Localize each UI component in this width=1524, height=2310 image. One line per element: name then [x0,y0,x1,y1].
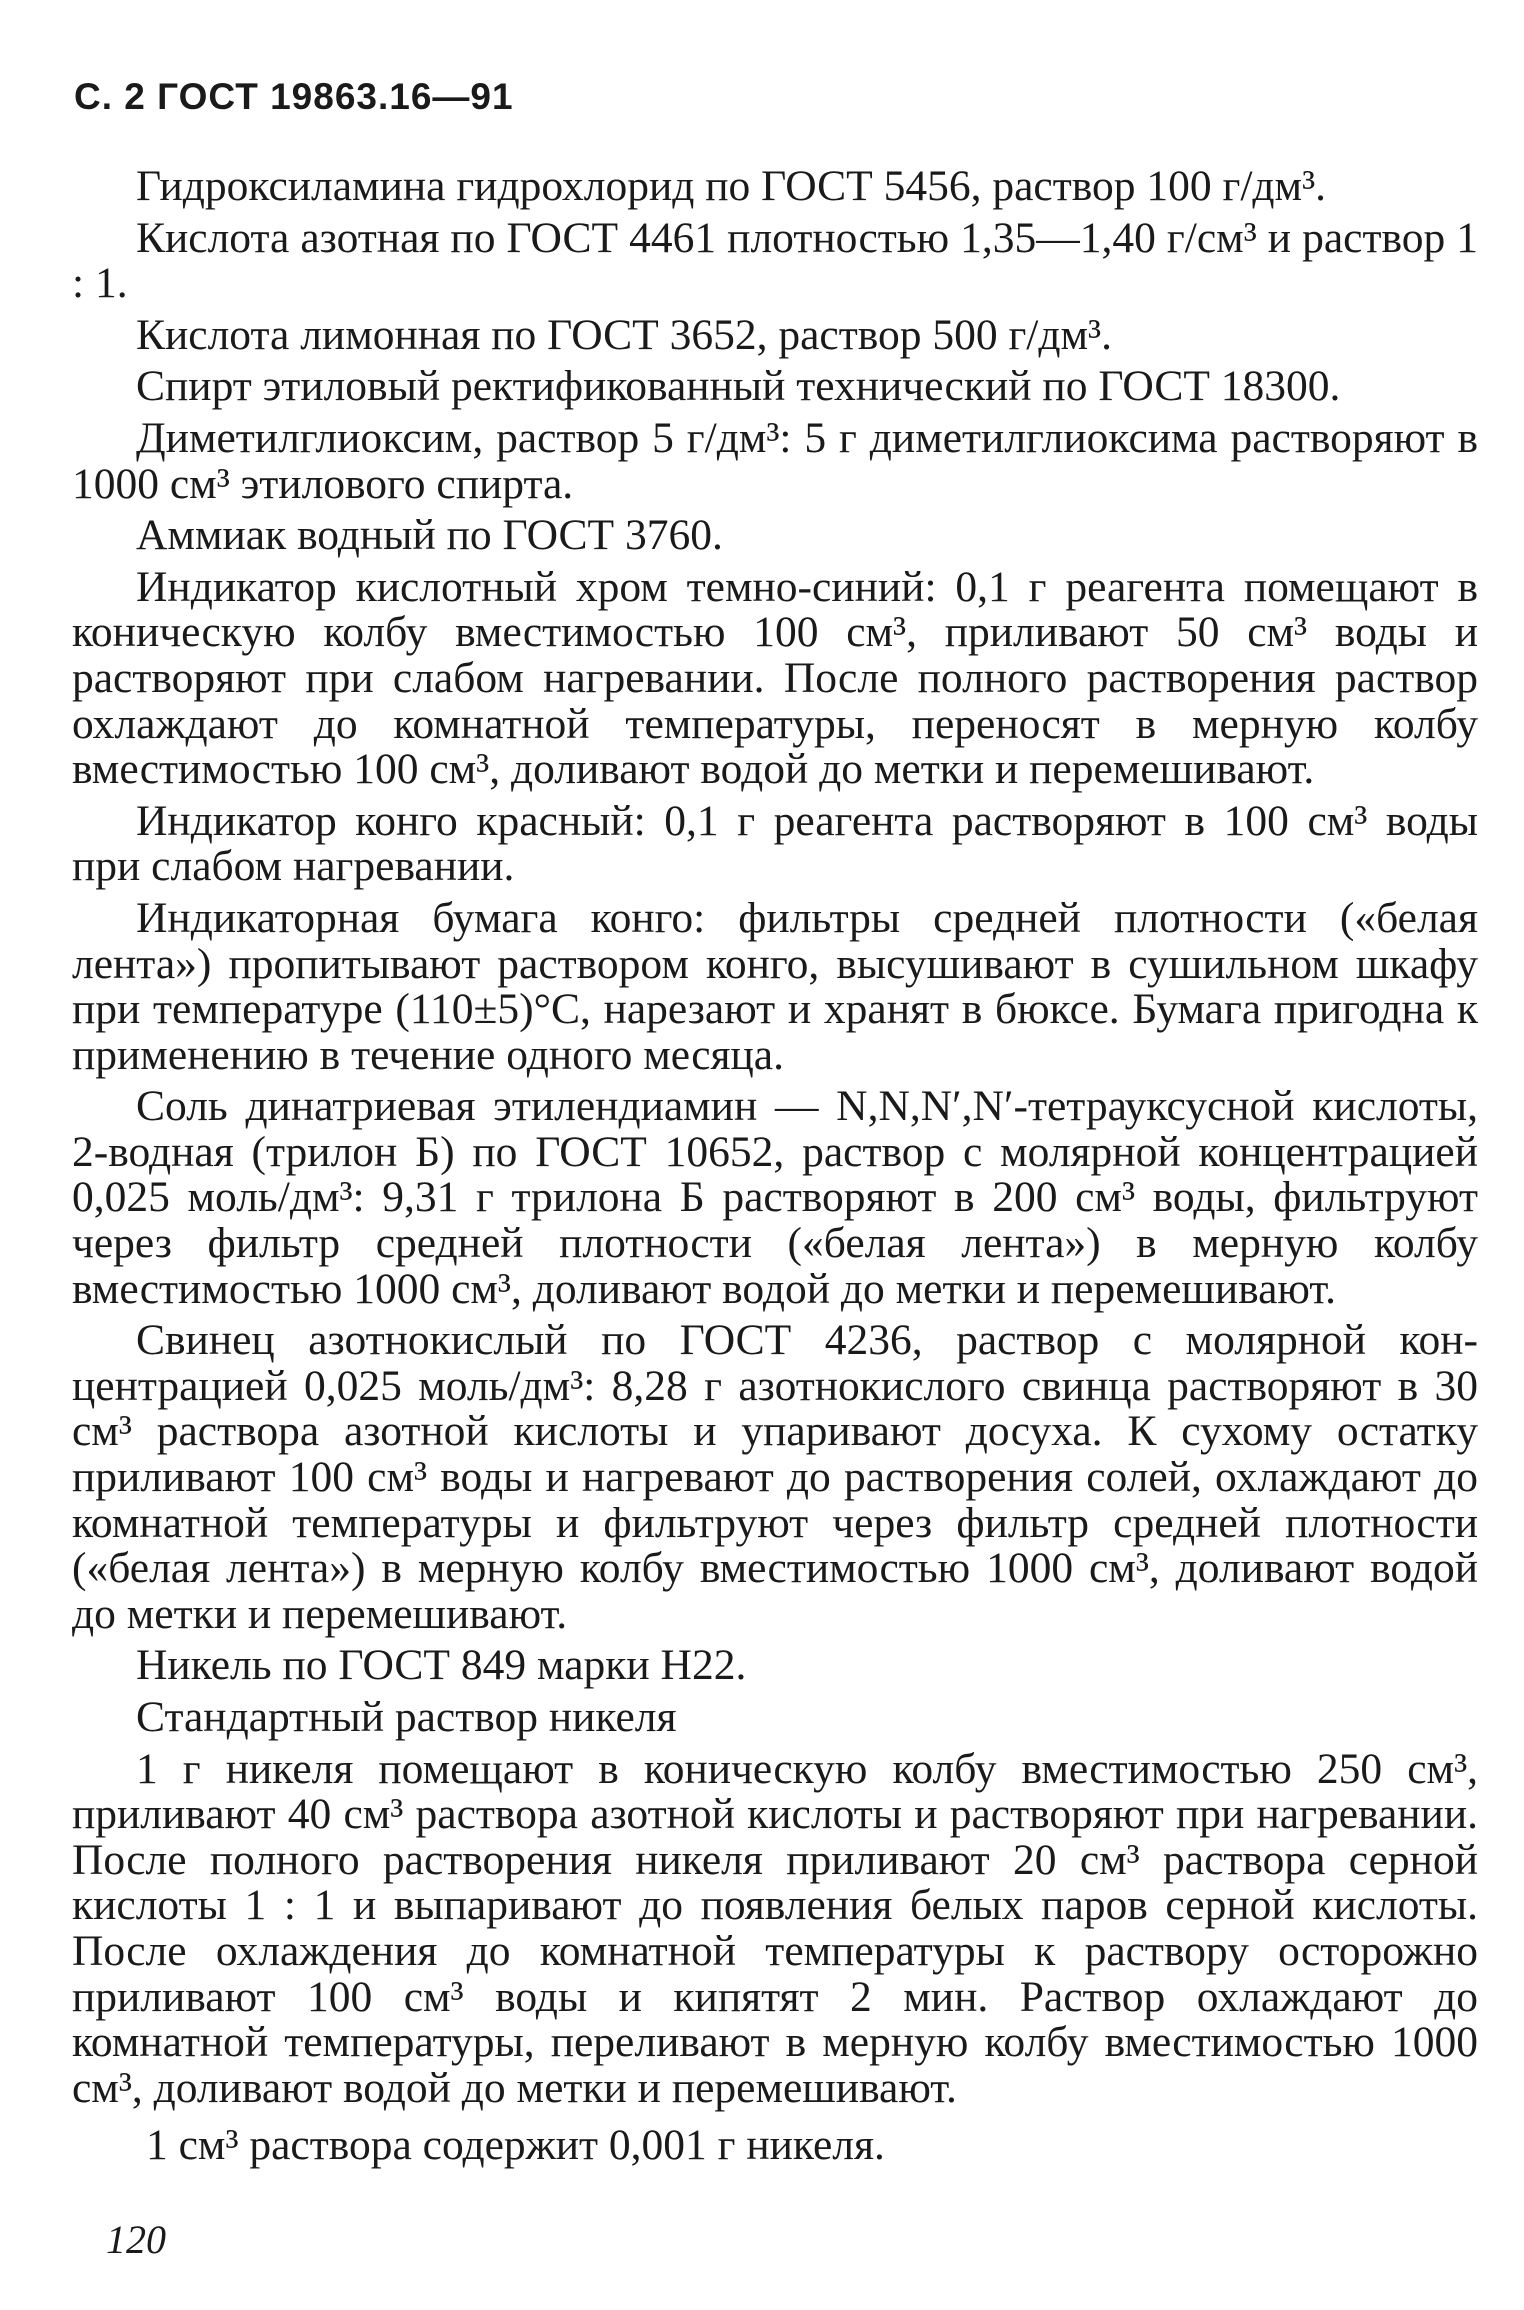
paragraph-congo-red: Индикатор конго красный: 0,1 г реагента растворяют в 100 см³ воды при слабом нагревании. [72,796,1478,891]
paragraph-trilon-b: Соль динатриевая этилендиамин — N,N,N′,N′-тетрауксусной кислоты, 2-водная (трилон Б) по ГОСТ 10652, раствор с молярной концентрацией 0,025 моль/дм³: 9,31 г трилона Б растворяют в 200 см³ воды, фильтруют через фильтр средней плотности («белая лента») в мерную колбу вместимостью 1000 см³, доливают водой до метки и перемешивают. [72,1082,1478,1313]
paragraph-ammonia: Аммиак водный по ГОСТ 3760. [136,511,723,560]
page-header: С. 2 ГОСТ 19863.16—91 [74,76,514,117]
paragraph-lead-nitrate: Свинец азотнокислый по ГОСТ 4236, раствор с молярной концентрацией 0,025 моль/дм³: 8,28 г азотнокислого свинца растворяют в 30 см³ раствора азотной кислоты и упаривают досуха. К сухому остатку приливают 100 см³ воды и нагревают до растворения солей, охлаждают до комнатной температуры и фильтруют через фильтр средней плотности («белая лента») в мерную колбу вместимостью 1000 см³, доливают водой до метки и перемешивают. [72,1316,1478,1638]
paragraph-nitric-acid: Кислота азотная по ГОСТ 4461 плотностью 1,35—1,40 г/см³ и раствор 1 : 1. [72,213,1478,308]
document-body [72,164,1478,2175]
page-number: 120 [106,2217,166,2262]
paragraph-chrome-indicator: Индикатор кислотный хром темно-синий: 0,1 г реагента помещают в коническую колбу вместимостью 100 см³, приливают 50 см³ воды и растворяют при слабом нагревании. После полного растворения раствор охлаждают до комнатной температуры, переносят в мерную колбу вместимостью 100 см³, доливают водой до метки и перемешивают. [72,562,1478,794]
paragraph-dimethylglyoxime: Диметилглиоксим, раствор 5 г/дм³: 5 г диметилглиоксима растворяют в 1000 см³ этилового спирта. [72,413,1478,508]
paragraph-nickel-procedure: 1 г никеля помещают в коническую колбу вместимостью 250 см³, приливают 40 см³ раствора азотной кислоты и растворяют при нагревании. После полного растворения никеля приливают 20 см³ раствора серной кислоты 1 : 1 и выпаривают до появления белых паров серной кислоты. После охлаждения до комнатной температуры к раствору осторожно приливают 100 см³ воды и кипятят 2 мин. Раствор охлаждают до комнатной температуры, переливают в мерную колбу вместимостью 1000 см³, доливают водой до метки и перемешивают. [72,1744,1478,2112]
paragraph-hydroxylamine: Гидроксиламина гидрохлорид по ГОСТ 5456, раствор 100 г/дм³. [136,162,1326,210]
paragraph-congo-paper: Индикаторная бумага конго: фильтры средней плотности («белая лента») пропитывают раствором конго, высушивают в сушильном шкафу при температуре (110±5)°С, нарезают и хранят в бюксе. Бумага пригодна к применению в течение одного месяца. [72,893,1478,1079]
paragraph-citric-acid: Кислота лимонная по ГОСТ 3652, раствор 500 г/дм³. [136,310,1112,359]
section-title-standard-solution: Стандартный раствор никеля [136,1693,677,1741]
paragraph-nickel: Никель по ГОСТ 849 марки Н22. [136,1641,747,1690]
paragraph-ethyl-alcohol: Спирт этиловый ректификованный технический по ГОСТ 18300. [136,362,1341,411]
paragraph-nickel-content: 1 см³ раствора содержит 0,001 г никеля. [146,2121,885,2170]
